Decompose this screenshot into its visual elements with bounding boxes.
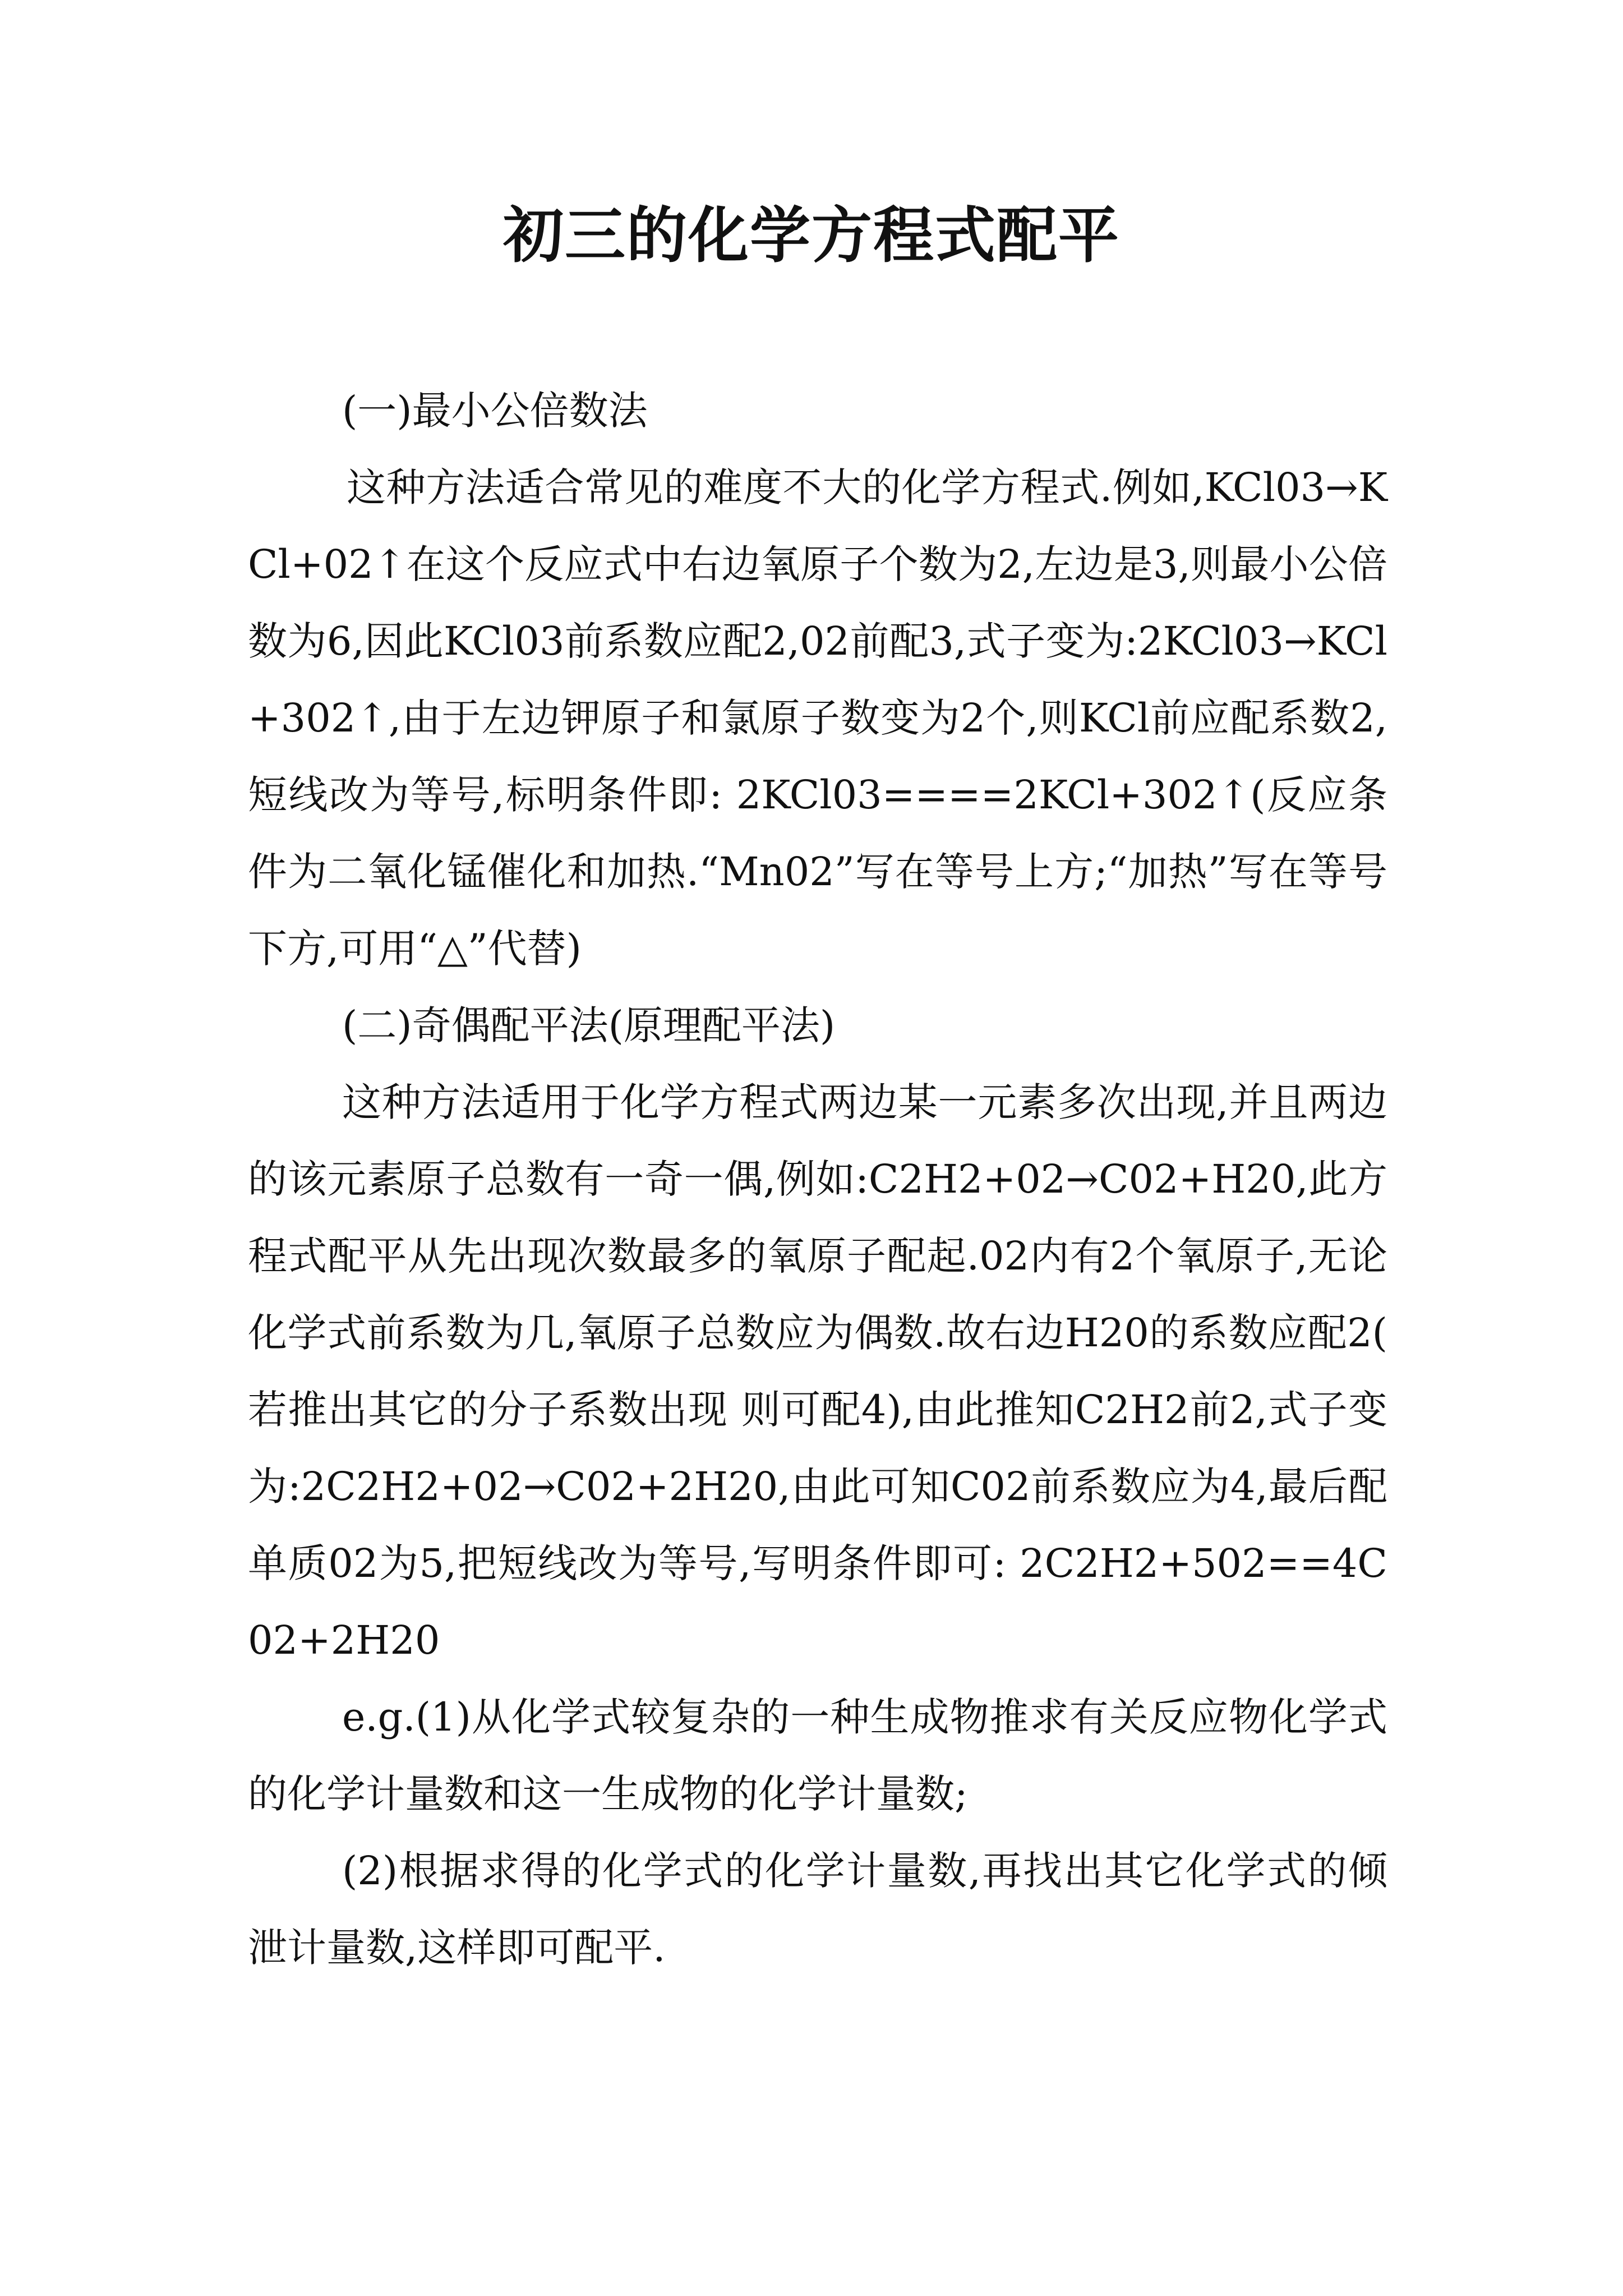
document-title: 初三的化学方程式配平 [502,200,1120,271]
document-body [248,372,1387,1986]
paragraph-lcm-method: 这种方法适合常见的难度不大的化学方程式.例如,KCl03→KCl+02↑在这个反应式中右边氧原子个数为2,左边是3,则最小公倍数为6,因此KCl03前系数应配2,02前配3,式子变为:2KCl03→KCl+302↑,由于左边钾原子和氯原子数变为2个,则KCl前应配系数2,短线改为等号,标明条件即: 2KCl03====2KCl+302↑(反应条件为二氧化锰催化和加热.“Mn02”写在等号上方;“加热”写在等号下方,可用“△”代替) [248,464,1387,972]
paragraph-example-step-1: e.g.(1)从化学式较复杂的一种生成物推求有关反应物化学式的化学计量数和这一生成物的化学计量数; [248,1694,1387,1817]
section-heading-odd-even: (二)奇偶配平法(原理配平法) [342,1002,836,1048]
paragraph-odd-even-method: 这种方法适用于化学方程式两边某一元素多次出现,并且两边的该元素原子总数有一奇一偶,例如:C2H2+02→C02+H20,此方程式配平从先出现次数最多的氧原子配起.02内有2个氧原子,无论化学式前系数为几,氧原子总数应为偶数.故右边H20的系数应配2(若推出其它的分子系数出现 则可配4),由此推知C2H2前2,式子变为:2C2H2+02→C02+2H20,由此可知C02前系数应为4,最后配单质02为5,把短线改为等号,写明条件即可: 2C2H2+502==4C02+2H20 [248,1079,1387,1663]
section-heading-lcm: (一)最小公倍数法 [342,388,648,434]
paragraph-example-step-2: (2)根据求得的化学式的化学计量数,再找出其它化学式的倾泄计量数,这样即可配平. [248,1848,1387,1971]
